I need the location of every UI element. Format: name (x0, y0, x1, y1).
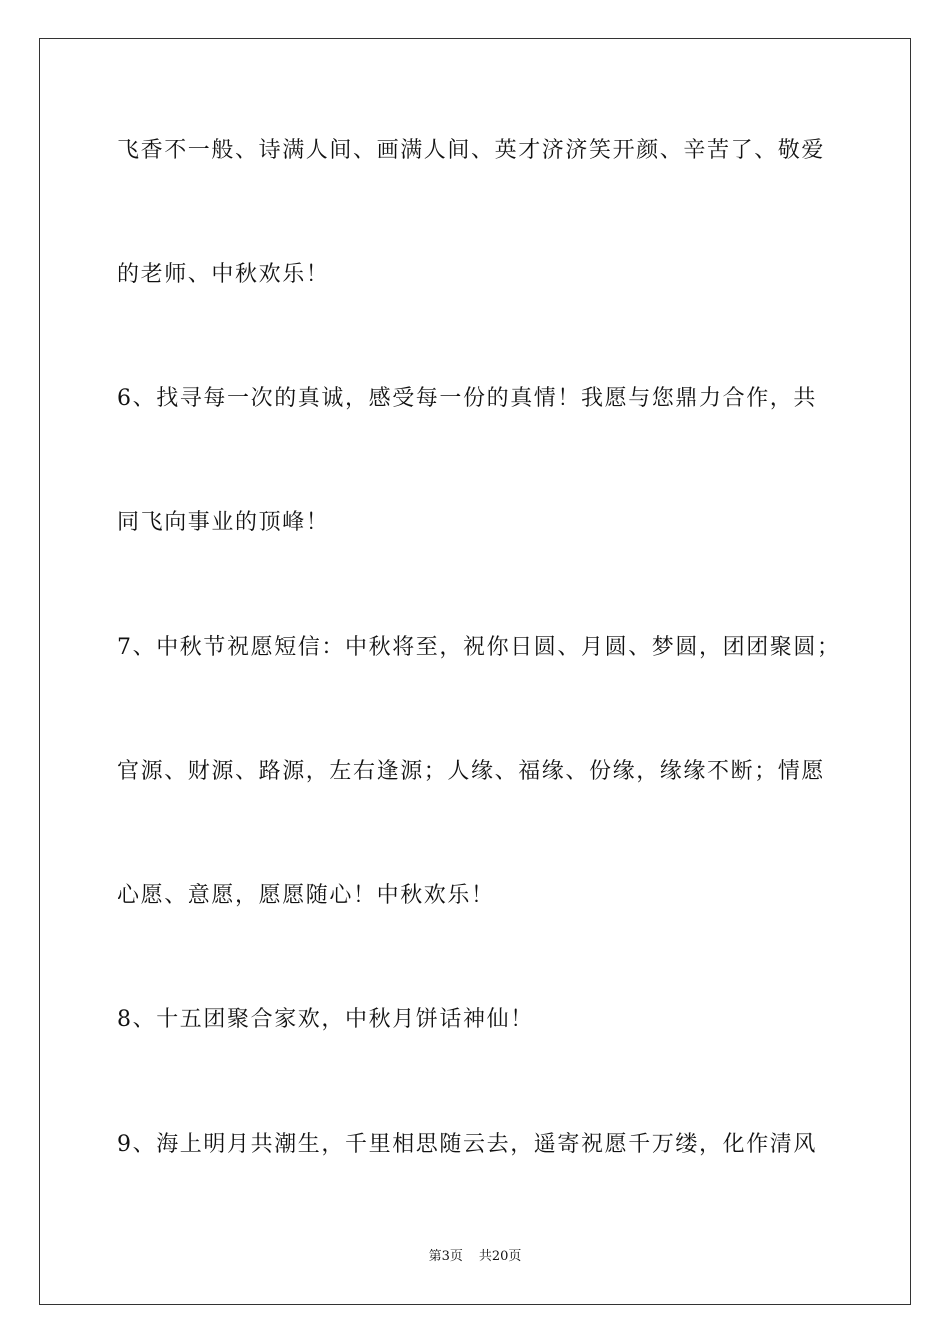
text-line: 6、找寻每一次的真诚，感受每一份的真情！我愿与您鼎力合作，共 (117, 386, 817, 411)
page-footer (0, 1247, 950, 1267)
text-line: 的老师、中秋欢乐！ (117, 262, 330, 287)
page-number: 第3页 (428, 1249, 463, 1264)
text-line: 心愿、意愿，愿愿随心！中秋欢乐！ (117, 883, 495, 908)
text-line: 9、海上明月共潮生，千里相思随云去，遥寄祝愿千万缕，化作清风 (117, 1132, 817, 1157)
text-line: 官源、财源、路源，左右逢源；人缘、福缘、份缘，缘缘不断；情愿 (117, 759, 826, 784)
page-total: 共20页 (478, 1249, 522, 1264)
text-line: 飞香不一般、诗满人间、画满人间、英才济济笑开颜、辛苦了、敬爱 (117, 138, 826, 163)
text-line: 8、十五团聚合家欢，中秋月饼话神仙！ (117, 1007, 534, 1032)
text-line: 同飞向事业的顶峰！ (117, 510, 330, 535)
page-border (39, 38, 911, 1305)
text-line: 7、中秋节祝愿短信：中秋将至，祝你日圆、月圆、梦圆，团团聚圆； (117, 635, 841, 660)
